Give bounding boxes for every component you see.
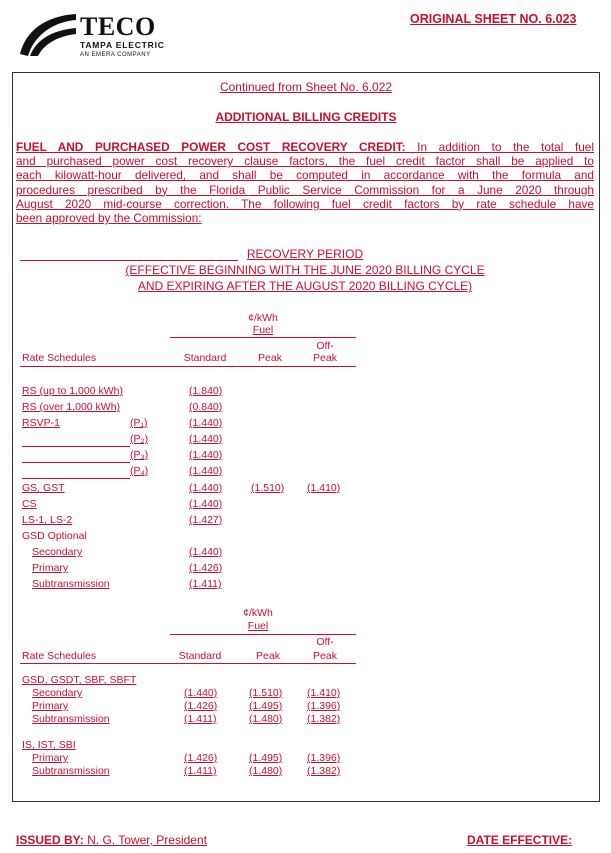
table2-group1-row-name: Subtransmission (32, 713, 110, 725)
table1-row-subperiod: (P₄) (130, 465, 149, 477)
logo-subtitle: TAMPA ELECTRIC (80, 40, 165, 50)
table1-col-off2: Peak (313, 352, 337, 364)
issued-by-label: ISSUED BY: (16, 833, 84, 847)
issued-by-name: N. G. Tower, President (87, 833, 207, 847)
issued-by (16, 833, 207, 847)
table2-group1-row-standard: (1.440) (184, 687, 218, 699)
table1-row-name: CS (22, 498, 37, 510)
table1-col-peak: Peak (258, 352, 282, 364)
logo-name: TECO (80, 12, 156, 41)
table1-header-rule (20, 366, 356, 367)
table1-row-standard: (1.440) (189, 498, 223, 510)
table1-row-standard: (0.840) (189, 401, 223, 413)
logo-tagline: AN EMERA COMPANY (80, 52, 151, 58)
table1-row-name: Primary (32, 562, 69, 574)
table2-group1-row-offpeak: (1.382) (307, 713, 341, 725)
table2-col-std: Standard (178, 650, 222, 662)
table1-col-std: Standard (183, 352, 227, 364)
table1-row-standard: (1.440) (189, 465, 223, 477)
paragraph-lead: FUEL AND PURCHASED POWER COST RECOVERY CREDIT: (16, 140, 406, 154)
table1-unit: ¢/kWh (248, 312, 278, 324)
table1-row-standard: (1.440) (189, 546, 223, 558)
table2-group2-row-offpeak: (1.396) (307, 752, 341, 764)
table2-col-off2: Peak (313, 650, 337, 662)
recovery-period-title: RECOVERY PERIOD (246, 247, 364, 261)
table1-row-blank-rule (22, 478, 130, 479)
table1-row-standard: (1.440) (189, 482, 223, 494)
table2-group1-row-offpeak: (1.410) (307, 687, 341, 699)
table1-row-name: RS (up to 1,000 kWh) (22, 385, 123, 397)
paragraph-line2: and purchased power cost recovery clause factors, the fuel credit factor shall be applied to (16, 154, 594, 169)
table2-group2: IS, IST, SBI (22, 739, 76, 751)
table2-group2-row-name: Subtransmission (32, 765, 110, 777)
paragraph-line5: August 2020 mid-course correction. The following fuel credit factors by rate schedule have (16, 196, 594, 211)
table2-group1-row-name: Primary (32, 700, 69, 712)
table1-row-name: Secondary (32, 546, 83, 558)
table1-row-standard: (1.440) (189, 433, 223, 445)
table1-row-name: GS, GST (22, 482, 65, 494)
table1-row-standard: (1.411) (189, 578, 222, 590)
table1-col-off1: Off- (316, 340, 334, 352)
table2-group2-row-standard: (1.411) (184, 765, 217, 777)
company-logo (16, 10, 216, 60)
table1-row-name: RSVP-1 (22, 417, 60, 429)
table2-group1: GSD, GSDT, SBF, SBFT (22, 674, 137, 686)
table2-group2-row-standard: (1.426) (184, 752, 218, 764)
continued-note: Continued from Sheet No. 6.022 (219, 80, 393, 94)
table1-row-standard: (1.440) (189, 417, 223, 429)
recovery-period-line2: (EFFECTIVE BEGINNING WITH THE JUNE 2020 BILLING CYCLE (125, 263, 485, 277)
sheet-number: ORIGINAL SHEET NO. 6.023 (410, 12, 577, 26)
table2-group1-row-standard: (1.411) (184, 713, 217, 725)
teco-swoosh-icon (16, 10, 78, 58)
table2-unit: ¢/kWh (243, 607, 273, 619)
table1-row-standard: (1.440) (189, 449, 223, 461)
table1-fuel: Fuel (252, 324, 274, 336)
table2-group2-row-offpeak: (1.382) (307, 765, 341, 777)
table1-row-name: LS-1, LS-2 (22, 514, 73, 526)
paragraph-line1: In addition to the total fuel (405, 140, 594, 154)
table1-fuel-rule (170, 337, 356, 338)
table2-group2-row-name: Primary (32, 752, 69, 764)
table1-row-peak: (1.510) (251, 482, 285, 494)
table1-row-blank-rule (22, 462, 130, 463)
date-effective-label: DATE EFFECTIVE: (467, 833, 573, 847)
paragraph-line4: procedures prescribed by the Florida Public Service Commission for a June 2020 through (16, 182, 594, 197)
table1-row-subperiod: (P₃) (130, 449, 149, 461)
table1-row-name: RS (over 1,000 kWh) (22, 401, 121, 413)
table2-col-peak: Peak (256, 650, 280, 662)
table1-row-standard: (1.426) (189, 562, 223, 574)
table2-group1-row-offpeak: (1.396) (307, 700, 341, 712)
table2-group1-row-standard: (1.426) (184, 700, 218, 712)
table2-fuel-rule (170, 634, 356, 635)
table1-row-name: GSD Optional (22, 530, 87, 542)
table1-col-rate: Rate Schedules (22, 352, 97, 364)
table2-fuel: Fuel (247, 620, 269, 632)
table2-group1-row-name: Secondary (32, 687, 83, 699)
table1-row-blank-rule (22, 446, 130, 447)
recovery-period-line3: AND EXPIRING AFTER THE AUGUST 2020 BILLING CYCLE) (137, 279, 473, 293)
table1-row-subperiod: (P₁) (130, 417, 148, 429)
table2-group2-row-peak: (1.480) (249, 765, 283, 777)
fuel-credit-paragraph (16, 140, 594, 225)
table1-row-subperiod: (P₂) (130, 433, 149, 445)
table2-group1-row-peak: (1.495) (249, 700, 283, 712)
table2-col-off1: Off- (316, 636, 334, 648)
table2-group1-row-peak: (1.480) (249, 713, 283, 725)
table2-group2-row-peak: (1.495) (249, 752, 283, 764)
table1-row-standard: (1.427) (189, 514, 223, 526)
table1-row-offpeak: (1.410) (307, 482, 341, 494)
paragraph-line3: each kilowatt-hour delivered, and shall be computed in accordance with the formula and (16, 168, 594, 183)
table2-col-rate: Rate Schedules (22, 650, 97, 662)
page-title: ADDITIONAL BILLING CREDITS (215, 110, 397, 124)
paragraph-line6: been approved by the Commission: (16, 211, 202, 226)
table1-row-standard: (1.840) (189, 385, 223, 397)
table2-header-rule (20, 663, 356, 664)
table2-group1-row-peak: (1.510) (249, 687, 283, 699)
table1-row-name: Subtransmission (32, 578, 110, 590)
